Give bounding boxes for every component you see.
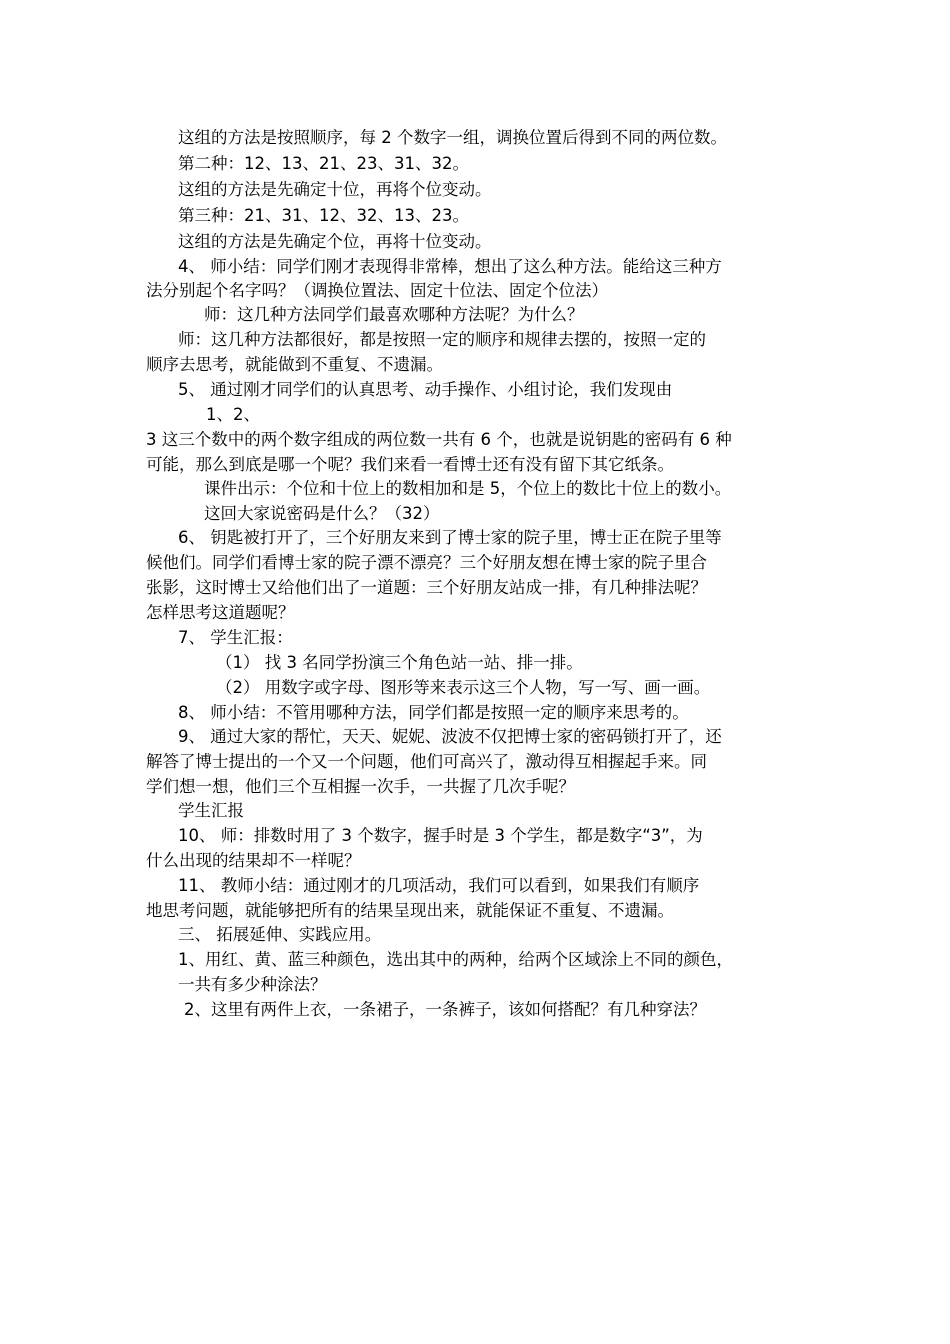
text-line: 候他们。同学们看博士家的院子漂不漂亮？三个好朋友想在博士家的院子里合	[146, 553, 707, 572]
text-line: 地思考问题，就能够把所有的结果呈现出来，就能保证不重复、不遗漏。	[146, 901, 674, 920]
text-line: 学生汇报	[178, 801, 244, 820]
text-line: 师：这几种方法都很好，都是按照一定的顺序和规律去摆的，按照一定的	[178, 330, 706, 349]
text-line: 张影，这时博士又给他们出了一道题：三个好朋友站成一排，有几种排法呢？	[146, 578, 707, 597]
text-line: 顺序去思考，就能做到不重复、不遗漏。	[146, 355, 443, 374]
text-line: 怎样思考这道题呢？	[146, 603, 295, 622]
text-line: 11、 教师小结：通过刚才的几项活动，我们可以看到，如果我们有顺序	[178, 876, 700, 895]
text-line: （2） 用数字或字母、图形等来表示这三个人物，写一写、画一画。	[216, 678, 711, 697]
text-line: 1、2、	[206, 405, 260, 424]
text-line: 课件出示：个位和十位上的数相加和是 5，个位上的数比十位上的数小。	[204, 479, 732, 498]
text-line: （1） 找 3 名同学扮演三个角色站一站、排一排。	[216, 653, 583, 672]
text-line: 这组的方法是先确定个位，再将十位变动。	[178, 232, 492, 251]
text-line: 这组的方法是按照顺序，每 2 个数字一组，调换位置后得到不同的两位数。	[178, 128, 727, 147]
text-line: 一共有多少种涂法？	[178, 975, 327, 994]
text-line: 师：这几种方法同学们最喜欢哪种方法呢？为什么？	[204, 305, 584, 324]
text-line: 可能，那么到底是哪一个呢？我们来看一看博士还有没有留下其它纸条。	[146, 455, 674, 474]
text-line: 这组的方法是先确定十位，再将个位变动。	[178, 180, 492, 199]
text-line: 第二种：12、13、21、23、31、32。	[178, 154, 469, 173]
text-line: 9、 通过大家的帮忙，天天、妮妮、波波不仅把博士家的密码锁打开了，还	[178, 727, 722, 746]
text-line: 法分别起个名字吗？（调换位置法、固定十位法、固定个位法）	[146, 281, 608, 300]
text-line: 6、 钥匙被打开了，三个好朋友来到了博士家的院子里，博士正在院子里等	[178, 528, 722, 547]
text-line: 三、 拓展延伸、实践应用。	[178, 925, 382, 944]
text-line: 1、用红、黄、蓝三种颜色，选出其中的两种，给两个区域涂上不同的颜色，	[178, 950, 733, 969]
text-line: 7、 学生汇报：	[178, 628, 293, 647]
text-line: 4、 师小结：同学们刚才表现得非常棒，想出了这么种方法。能给这三种方	[178, 257, 722, 276]
text-line: 这回大家说密码是什么？（32）	[204, 504, 440, 523]
text-line: 解答了博士提出的一个又一个问题，他们可高兴了，激动得互相握起手来。同	[146, 752, 707, 771]
text-line: 5、 通过刚才同学们的认真思考、动手操作、小组讨论，我们发现由	[178, 380, 673, 399]
text-line: 学们想一想，他们三个互相握一次手，一共握了几次手呢？	[146, 777, 575, 796]
text-line: 2、这里有两件上衣，一条裙子，一条裤子，该如何搭配？有几种穿法？	[184, 1000, 706, 1019]
text-line: 第三种：21、31、12、32、13、23。	[178, 206, 469, 225]
text-line: 8、 师小结：不管用哪种方法，同学们都是按照一定的顺序来思考的。	[178, 703, 689, 722]
text-line: 什么出现的结果却不一样呢？	[146, 851, 361, 870]
text-line: 10、 师：排数时用了 3 个数字，握手时是 3 个学生，都是数字“3”，为	[178, 826, 703, 845]
text-line: 3 这三个数中的两个数字组成的两位数一共有 6 个，也就是说钥匙的密码有 6 种	[146, 430, 732, 449]
